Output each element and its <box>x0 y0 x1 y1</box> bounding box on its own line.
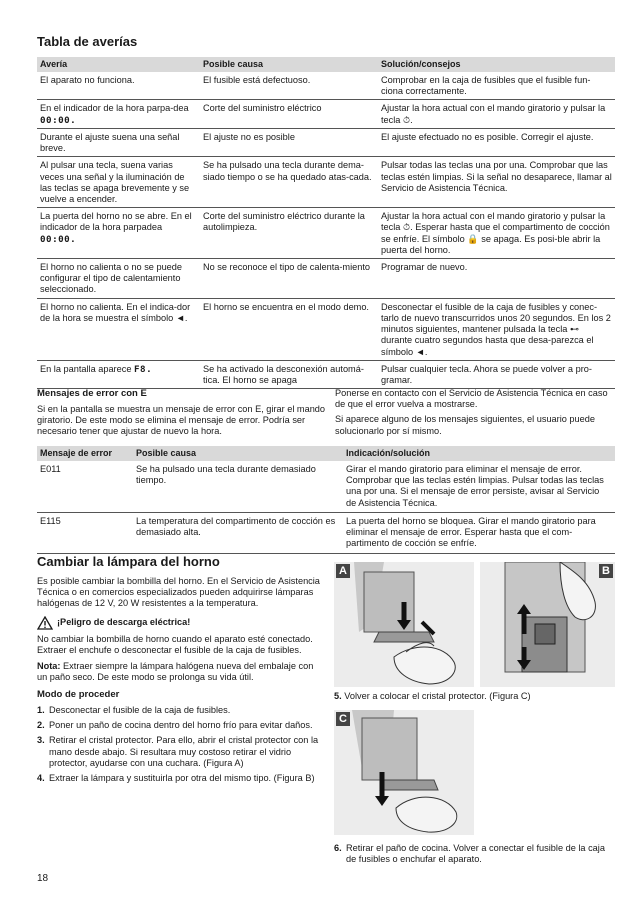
step-text: Retirar el paño de cocina. Volver a conectar el fusible de la caja de fusibles o enchufar el aparato. <box>346 843 605 865</box>
solution-cell: Ajustar la hora actual con el mando giratorio y pulsar la tecla ⏱. Esperar hasta que el compartimento de cocción se enfríe. El símbolo 🔒 se apaga. Es posi-ble abrir la puerta del horno. <box>378 208 615 259</box>
note-text: Extraer siempre la lámpara halógena nueva del embalaje con un paño seco. De este modo se prolonga su vida útil. <box>37 660 314 683</box>
header-error-solution: Indicación/solución <box>343 446 615 461</box>
procedure-heading: Modo de proceder <box>37 689 120 701</box>
list-item <box>37 720 322 731</box>
error-messages-right <box>335 388 615 441</box>
fault-text: En la pantalla aparece <box>40 363 132 374</box>
solution-cell: Desconectar el fusible de la caja de fusibles y conec-tarlo de nuevo transcurridos unos 20 segundos. En los 2 minutos siguientes, mantener pulsada la tecla ⊷ durante cuatro segundos hasta que desa-parezca el símbolo ◄. <box>378 298 615 360</box>
warning-heading <box>37 616 322 630</box>
figure-c-illustration <box>334 710 474 835</box>
figure-b-illustration <box>480 562 615 687</box>
cause-cell: Se ha activado la desconexión automá-tica. El horno se apaga <box>200 360 378 388</box>
lamp-section <box>37 554 322 788</box>
step-text: Volver a colocar el cristal protector. (Figura C) <box>344 691 531 701</box>
fault-text: La puerta del horno no se abre. En el indicador de la hora parpadea <box>40 211 192 233</box>
warning-triangle-icon <box>37 616 53 630</box>
step-text: Extraer la lámpara y sustituirla por otra del mismo tipo. (Figura B) <box>49 773 315 784</box>
display-code: F8. <box>134 363 153 375</box>
warning-text: No cambiar la bombilla de horno cuando el aparato esté conectado. Extraer el enchufe o desconectar el fusible de la caja de fusibles. <box>37 633 313 655</box>
step-number: 1. <box>37 704 45 715</box>
header-fault: Avería <box>37 57 200 72</box>
error-table-header <box>37 446 615 461</box>
cause-cell: Se ha pulsado una tecla durante dema-siado tiempo o se ha quedado atas-cada. <box>200 157 378 208</box>
list-item <box>37 773 322 784</box>
header-error-cause: Posible causa <box>133 446 343 461</box>
warning-title: ¡Peligro de descarga eléctrica! <box>57 616 191 627</box>
solution-cell: Programar de nuevo. <box>378 259 615 299</box>
cause-cell: El fusible está defectuoso. <box>200 72 378 100</box>
error-messages-intro: Si en la pantalla se muestra un mensaje de error con E, girar el mando giratorio. De este modo se elimina el mensaje de error. Podría ser necesario tener que ajustar de nuevo la hora. <box>37 403 326 437</box>
fault-text: En el indicador de la hora parpa-dea <box>40 103 189 114</box>
table-row <box>37 512 615 553</box>
step-text: Poner un paño de cocina dentro del horno frío para evitar daños. <box>49 720 313 731</box>
lamp-title: Cambiar la lámpara del horno <box>37 554 220 569</box>
display-code: 00:00. <box>40 114 77 126</box>
page-title: Tabla de averías <box>37 34 138 49</box>
list-item <box>37 705 322 716</box>
figure-label: B <box>599 564 613 578</box>
fault-cell <box>37 100 200 128</box>
table-row <box>37 298 615 360</box>
step-number: 4. <box>37 773 45 784</box>
error-cause-cell: La temperatura del compartimento de cocción es demasiado alta. <box>133 512 343 553</box>
step-text: Desconectar el fusible de la caja de fusibles. <box>49 704 231 715</box>
solution-cell: Pulsar cualquier tecla. Ahora se puede volver a pro-gramar. <box>378 360 615 388</box>
figure-label: C <box>336 712 350 726</box>
cause-cell: El ajuste no es posible <box>200 128 378 156</box>
solution-cell: Comprobar en la caja de fusibles que el fusible fun-ciona correctamente. <box>378 72 615 100</box>
step-5-caption <box>334 691 614 702</box>
fault-cell <box>37 360 200 388</box>
solution-cell: Ajustar la hora actual con el mando giratorio y pulsar la tecla ⏱. <box>378 100 615 128</box>
error-cause-cell: Se ha pulsado una tecla durante demasiado tiempo. <box>133 461 343 512</box>
figure-label: A <box>336 564 350 578</box>
table-row <box>37 72 615 100</box>
fault-cell: Durante el ajuste suena una señal breve. <box>37 128 200 156</box>
cause-cell: Corte del suministro eléctrico durante la autolimpieza. <box>200 208 378 259</box>
page-number: 18 <box>37 873 49 884</box>
error-messages-selfhelp: Si aparece alguno de los mensajes siguientes, el usuario puede solucionarlo por sí mismo. <box>335 414 595 436</box>
figure-c <box>334 710 474 835</box>
table-row <box>37 157 615 208</box>
lamp-intro: Es posible cambiar la bombilla del horno. En el Servicio de Asistencia Técnica o en comercios especializados pueden adquirirse lámparas halógenas de 12 V, 20 W resistentes a la temperatura. <box>37 575 320 609</box>
step-text: Retirar el cristal protector. Para ello, abrir el cristal protector con la mano desde abajo. Si resultara muy costoso retirar el vidrio protector, ayudarse con una cuchara. (Figura A) <box>49 735 319 768</box>
step-number: 2. <box>37 720 45 731</box>
fault-table <box>37 57 615 389</box>
display-code: 00:00. <box>40 233 77 245</box>
fault-cell <box>37 208 200 259</box>
fault-cell: Al pulsar una tecla, suena varias veces una señal y la iluminación de las teclas se apaga brevemente y se vuelve a encender. <box>37 157 200 208</box>
error-solution-cell: La puerta del horno se bloquea. Girar el mando giratorio para eliminar el mensaje de error. Esperar hasta que el com-partimento de cocción se enfríe. <box>343 512 615 553</box>
table-row <box>37 100 615 128</box>
table-row <box>37 360 615 388</box>
cause-cell: No se reconoce el tipo de calenta-miento <box>200 259 378 299</box>
table-row <box>37 461 615 512</box>
cause-cell: El horno se encuentra en el modo demo. <box>200 298 378 360</box>
error-code-cell: E011 <box>37 461 133 512</box>
error-messages-left <box>37 388 327 441</box>
step-number: 3. <box>37 735 45 746</box>
table-row <box>37 259 615 299</box>
figure-a-illustration <box>334 562 474 687</box>
fault-cell: El horno no calienta o no se puede configurar el tipo de calentamiento seleccionado. <box>37 259 200 299</box>
procedure-steps <box>37 705 322 784</box>
error-code-cell: E115 <box>37 512 133 553</box>
list-item <box>37 735 322 769</box>
solution-cell: El ajuste efectuado no es posible. Corregir el ajuste. <box>378 128 615 156</box>
table-row <box>37 128 615 156</box>
fault-table-header <box>37 57 615 72</box>
step-number: 5. <box>334 691 342 701</box>
note <box>37 661 322 683</box>
solution-cell: Pulsar todas las teclas una por una. Comprobar que las teclas estén limpias. Si la señal no desaparece, llamar al Servicio de Asistencia Técnica. <box>378 157 615 208</box>
figure-a <box>334 562 474 687</box>
note-label: Nota: <box>37 660 61 671</box>
error-messages-contact: Ponerse en contacto con el Servicio de Asistencia Técnica en caso de que el error vuelva a mostrarse. <box>335 388 608 410</box>
error-solution-cell: Girar el mando giratorio para eliminar el mensaje de error. Comprobar que las teclas estén limpias. Pulsar todas las teclas una por una. Si el mensaje de error persiste, avisar al Servicio de Asistencia Técnica. <box>343 461 615 512</box>
header-cause: Posible causa <box>200 57 378 72</box>
fault-cell: El aparato no funciona. <box>37 72 200 100</box>
header-error-code: Mensaje de error <box>37 446 133 461</box>
step-number: 6. <box>334 843 342 853</box>
step-6-caption <box>334 843 616 865</box>
error-table <box>37 446 615 554</box>
header-solution: Solución/consejos <box>378 57 615 72</box>
cause-cell: Corte del suministro eléctrico <box>200 100 378 128</box>
fault-cell: El horno no calienta. En el indica-dor de la hora se muestra el símbolo ◄. <box>37 298 200 360</box>
table-row <box>37 208 615 259</box>
figure-b <box>480 562 615 687</box>
error-messages-heading: Mensajes de error con E <box>37 388 147 399</box>
